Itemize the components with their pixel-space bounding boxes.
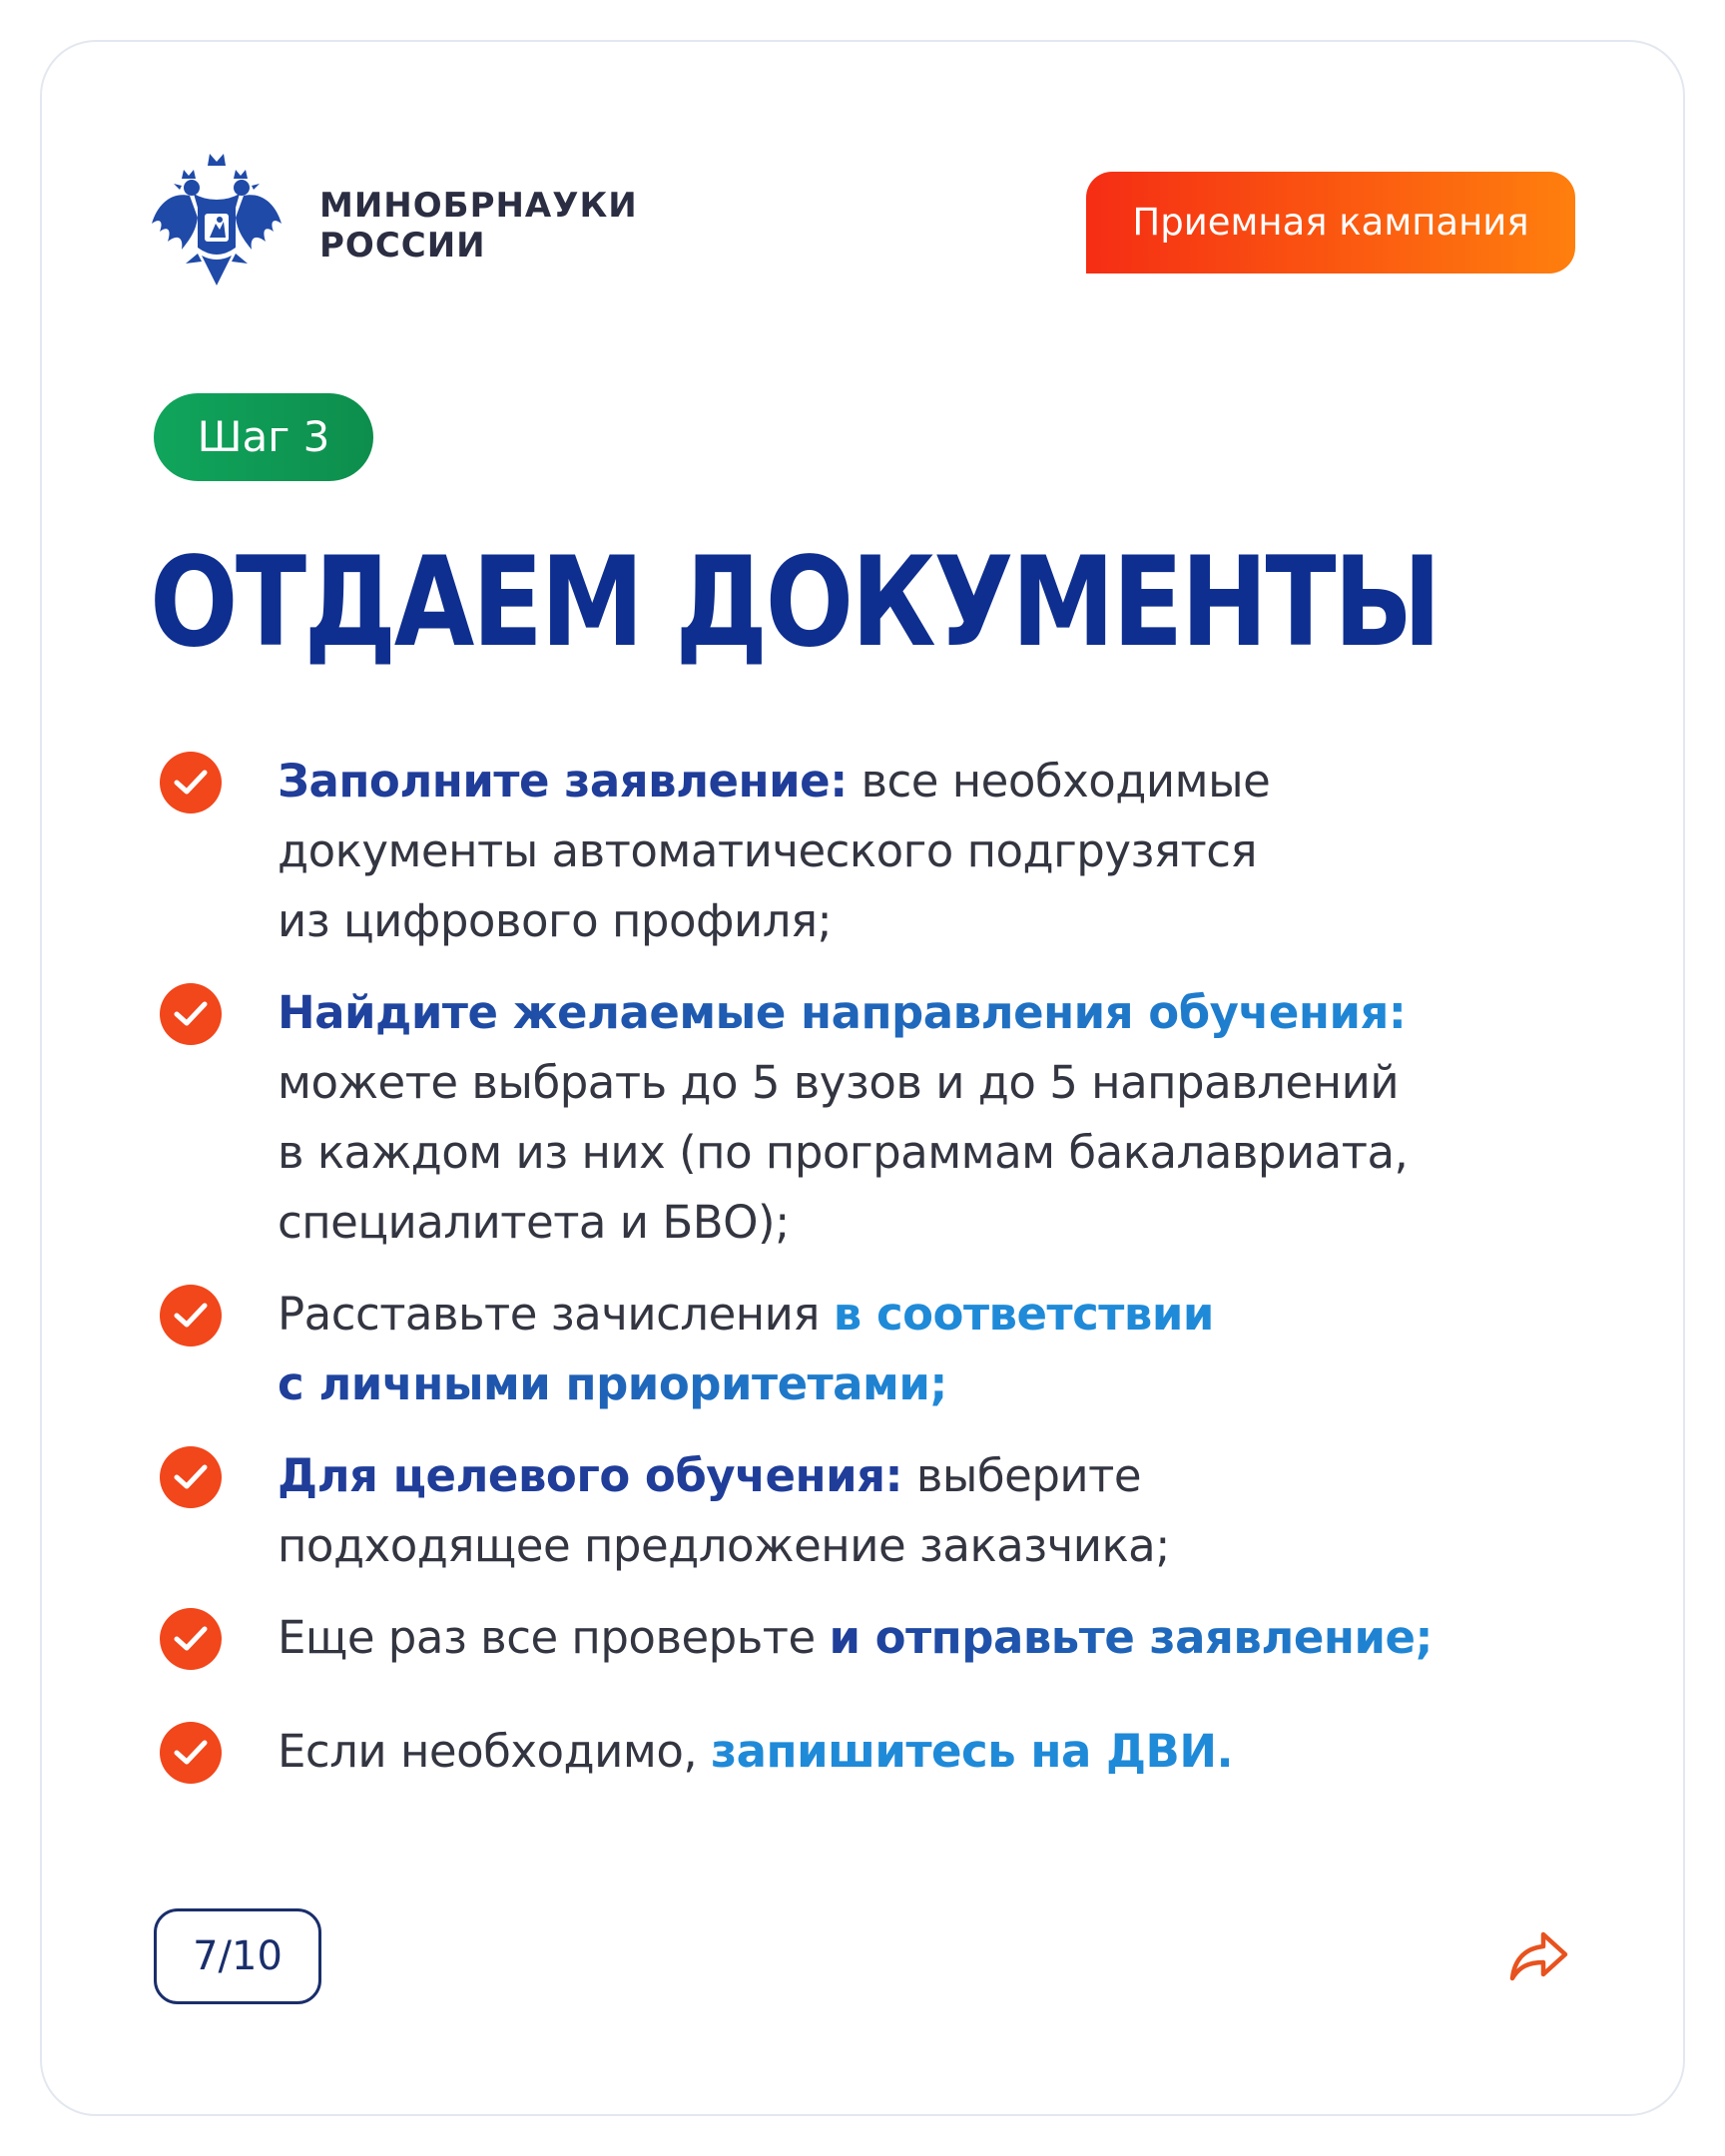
item-highlight: и отправьте заявление; (829, 1611, 1434, 1664)
ministry-name-line1: МИНОБРНАУКИ (319, 186, 638, 226)
checkmark-icon (160, 752, 222, 813)
item-text: из цифрового профиля; (278, 894, 833, 947)
item-text: Если необходимо, (278, 1725, 711, 1778)
checkmark-icon (160, 1722, 222, 1784)
item-lead: Для целевого обучения: (278, 1449, 903, 1502)
item-text: специалитета и БВО); (278, 1196, 790, 1249)
checkmark-icon (160, 1446, 222, 1508)
page-title: ОТДАЕМ ДОКУМЕНТЫ (150, 531, 1439, 675)
steps-list (160, 747, 1587, 1809)
ministry-name-line2: РОССИИ (319, 226, 486, 266)
checkmark-icon (160, 1608, 222, 1670)
share-arrow-icon[interactable] (1507, 1928, 1571, 1984)
item-text: можете выбрать до 5 вузов и до 5 направлений (278, 1056, 1400, 1109)
item-text: подходящее предложение заказчика; (278, 1519, 1170, 1572)
item-lead: Заполните заявление: (278, 755, 848, 808)
checkmark-icon (160, 1285, 222, 1347)
item-lead: Найдите желаемые направления обучения: (278, 986, 1407, 1039)
list-item (160, 1717, 1587, 1787)
item-text: Расставьте зачисления (278, 1288, 834, 1341)
list-item (160, 1603, 1587, 1673)
item-text: все необходимые (847, 755, 1271, 808)
campaign-badge: Приемная кампания (1086, 172, 1575, 273)
checkmark-icon (160, 983, 222, 1045)
ministry-name (319, 186, 638, 266)
item-highlight: в соответствии (833, 1288, 1214, 1341)
item-text: Еще раз все проверьте (278, 1611, 830, 1664)
list-item (160, 747, 1587, 956)
page-counter: 7/10 (154, 1908, 321, 2004)
list-item (160, 1441, 1587, 1581)
list-item (160, 978, 1587, 1258)
coat-of-arms-icon (150, 152, 284, 293)
list-item (160, 1280, 1587, 1419)
item-highlight: с личными приоритетами; (278, 1357, 947, 1410)
item-text: выберите (902, 1449, 1142, 1502)
item-highlight: запишитесь на ДВИ. (711, 1725, 1234, 1778)
item-text: документы автоматического подгрузятся (278, 824, 1258, 877)
step-badge: Шаг 3 (154, 393, 373, 481)
item-text: в каждом из них (по программам бакалавриата, (278, 1126, 1409, 1179)
